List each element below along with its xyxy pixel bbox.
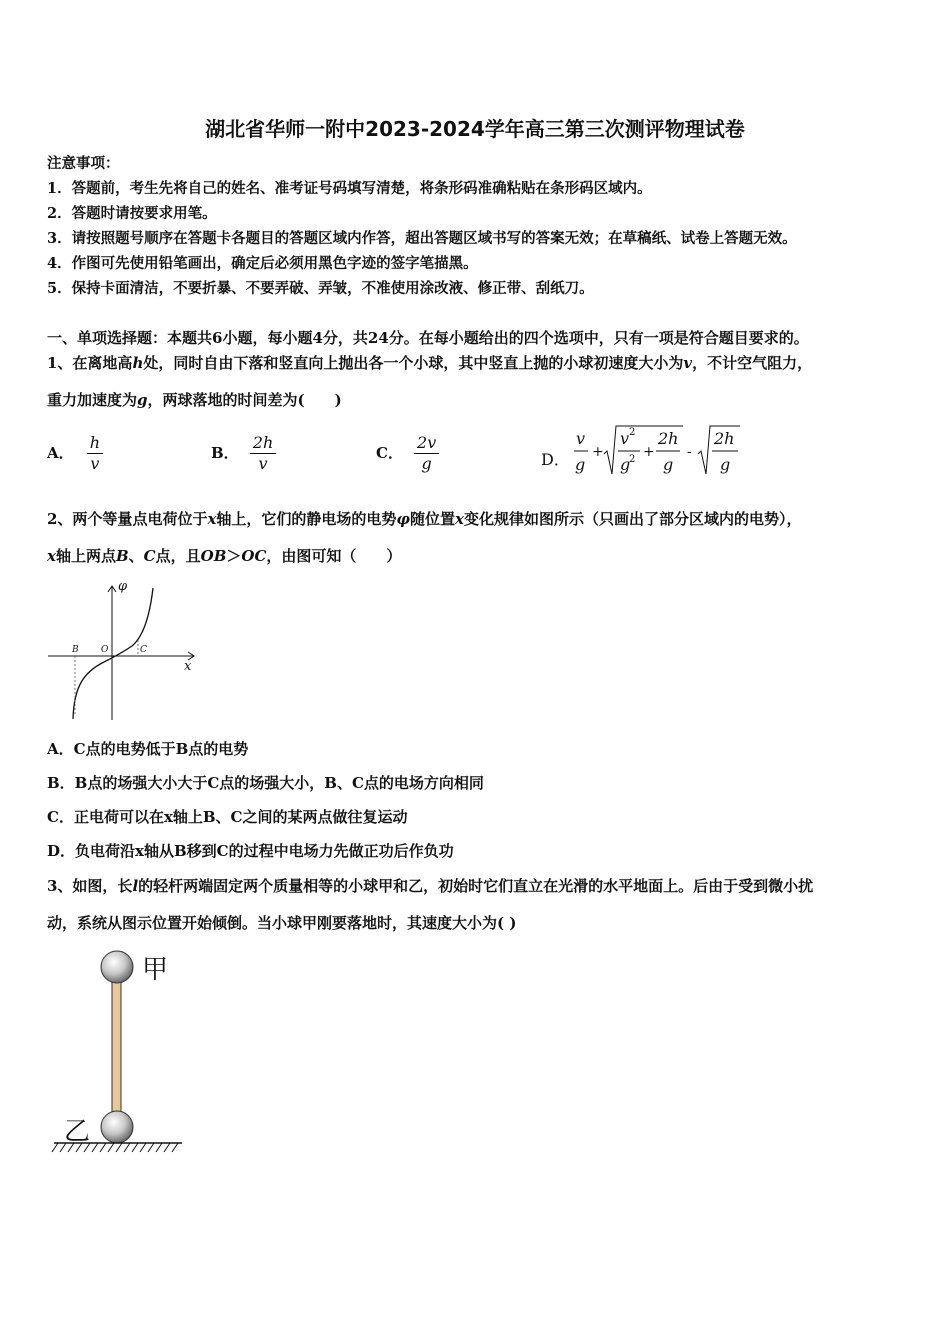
d-sup-2: 2 — [629, 454, 636, 465]
question-1-line-1: 1、在离地高h处，同时自由下落和竖直向上抛出各一个小球，其中竖直上抛的小球初速度大小为v，不计空气阻力， — [47, 354, 813, 372]
ball-bottom — [101, 1111, 133, 1143]
ball-top — [101, 951, 133, 983]
question-2-line-2: x轴上两点B、C点，且OB＞OC，由图可知（ ） — [47, 547, 402, 565]
d-frac-den: g — [575, 455, 586, 474]
note-item: 2．答题时请按要求用笔。 — [47, 205, 217, 222]
rod — [112, 976, 121, 1124]
section-heading: 一、单项选择题：本题共6小题，每小题4分，共24分。在每小题给出的四个选项中，只有一项是符合题目要求的。 — [47, 329, 809, 347]
d-v2: v — [620, 429, 630, 448]
d-minus: - — [687, 444, 692, 460]
potential-graph — [44, 574, 204, 724]
d-plus: + — [592, 444, 604, 460]
d-frac-num: v — [576, 429, 586, 448]
graph-phi-label: φ — [118, 579, 128, 594]
d-2h-2: 2h — [714, 429, 735, 448]
graph-b-label: B — [72, 645, 79, 655]
question-3-line-1: 3、如图，长l的轻杆两端固定两个质量相等的小球甲和乙，初始时它们直立在光滑的水平地面上。后由于受到微小扰 — [47, 877, 814, 895]
q1-option-a[interactable]: A． $\frac{h}{v}$ — [47, 433, 103, 474]
d-g2: g — [620, 455, 631, 474]
graph-c-label: C — [140, 645, 147, 655]
q1-option-d-label[interactable]: D． — [541, 450, 570, 469]
q1-option-c[interactable]: C． $\frac{2v}{g}$ — [376, 433, 439, 474]
d-g3: g — [663, 455, 674, 474]
question-2-line-1: 2、两个等量点电荷位于x轴上，它们的静电场的电势φ随位置x变化规律如图所示（只画出了部分区域内的电势）， — [47, 510, 802, 528]
d-plus-2: + — [643, 444, 655, 460]
page-title: 湖北省华师一附中2023-2024学年高三第三次测评物理试卷 — [205, 117, 745, 141]
graph-o-label: O — [101, 645, 109, 655]
note-item: 4．作图可先使用铅笔画出，确定后必须用黑色字迹的签字笔描黑。 — [47, 255, 478, 272]
q2-option-c[interactable]: C．正电荷可以在x轴上B、C之间的某两点做往复运动 — [47, 808, 408, 826]
label-yi: 乙 — [64, 1117, 91, 1147]
q2-option-d[interactable]: D．负电荷沿x轴从B移到C的过程中电场力先做正功后作负功 — [47, 842, 454, 860]
d-2h: 2h — [658, 429, 679, 448]
q1-option-b[interactable]: B． $\frac{2h}{v}$ — [211, 433, 276, 474]
question-1-line-2: 重力加速度为g，两球落地的时间差为( ) — [47, 391, 342, 409]
d-sup: 2 — [629, 427, 636, 438]
q2-option-a[interactable]: A．C点的电势低于B点的电势 — [47, 740, 249, 758]
note-item: 5．保持卡面清洁，不要折暴、不要弄破、弄皱，不准使用涂改液、修正带、刮纸刀。 — [47, 280, 594, 297]
notes-header: 注意事项： — [47, 155, 120, 172]
question-3-line-2: 动，系统从图示位置开始倾倒。当小球甲刚要落地时，其速度大小为( ) — [47, 914, 517, 932]
q1-option-d-formula[interactable] — [570, 420, 750, 482]
label-jia: 甲 — [142, 955, 169, 985]
note-item: 3．请按照题号顺序在答题卡各题目的答题区域内作答，超出答题区域书写的答案无效；在草稿纸、试卷上答题无效。 — [47, 230, 797, 247]
note-item: 1．答题前，考生先将自己的姓名、准考证号码填写清楚，将条形码准确粘贴在条形码区域内。 — [47, 180, 652, 197]
graph-x-label: x — [184, 659, 192, 674]
d-g4: g — [720, 455, 731, 474]
rod-figure — [50, 946, 200, 1161]
q2-option-b[interactable]: B．B点的场强大小大于C点的场强大小，B、C点的电场方向相同 — [47, 774, 484, 792]
